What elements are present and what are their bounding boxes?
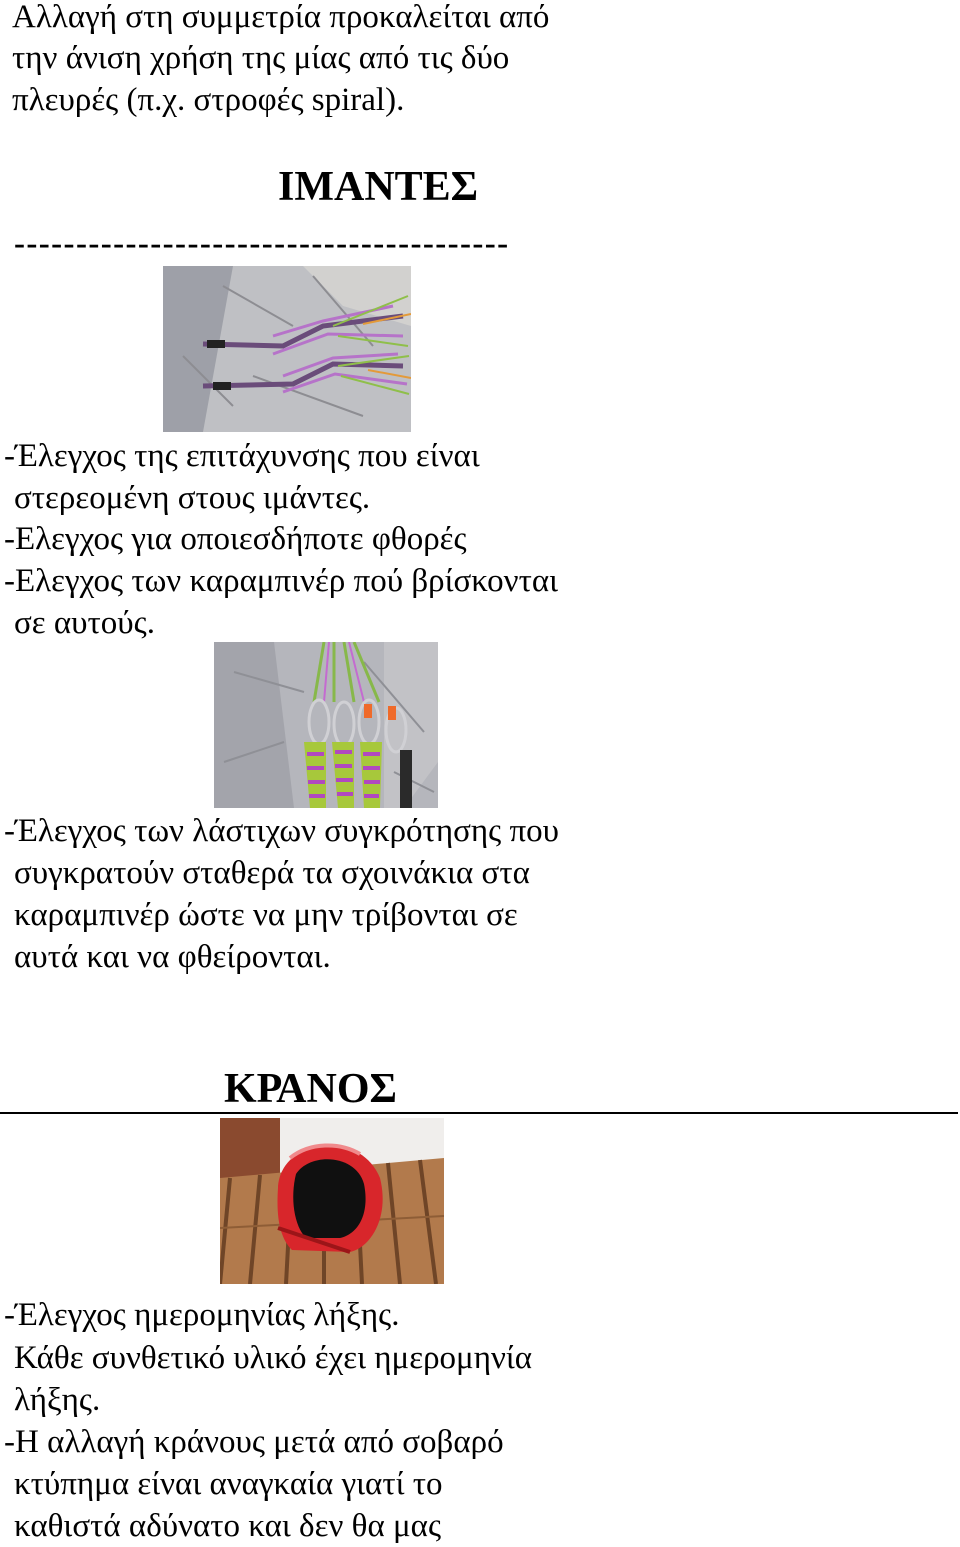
intro-line-1: Αλλαγή στη συμμετρία προκαλείται από (12, 0, 550, 35)
straps-text-3: -Ελεγχος για οποιεσδήποτε φθορές (4, 521, 467, 557)
elastics-text-2: συγκρατούν σταθερά τα σχοινάκια στα (14, 855, 530, 891)
elastics-text-1: -Έλεγχος των λάστιχων συγκρότησης που (4, 813, 559, 849)
section-title-helmet: ΚΡΑΝΟΣ (224, 1066, 397, 1112)
straps-text-1: -Έλεγχος της επιτάχυνσης που είναι (4, 438, 480, 474)
helmet-text-6: καθιστά αδύνατο και δεν θα μας (14, 1508, 442, 1544)
section-divider: ---------------------------------------- (14, 226, 510, 262)
intro-line-2: την άνιση χρήση της μίας από τις δύο (12, 40, 510, 76)
helmet-text-3: λήξης. (14, 1382, 101, 1418)
straps-photo (163, 266, 411, 432)
intro-line-3: πλευρές (π.χ. στροφές spiral). (12, 82, 405, 118)
helmet-photo (220, 1118, 444, 1284)
helmet-text-2: Κάθε συνθετικό υλικό έχει ημερομηνία (14, 1340, 533, 1376)
helmet-text-1: -Έλεγχος ημερομηνίας λήξης. (4, 1297, 400, 1333)
helmet-text-4: -Η αλλαγή κράνους μετά από σοβαρό (4, 1424, 504, 1460)
section-title-straps: ΙΜΑΝΤΕΣ (278, 164, 479, 210)
straps-text-5: σε αυτούς. (14, 605, 155, 641)
elastics-text-3: καραμπινέρ ώστε να μην τρίβονται σε (14, 897, 518, 933)
straps-text-2: στερεομένη στους ιμάντες. (14, 480, 371, 516)
carabiners-photo (214, 642, 438, 808)
straps-text-4: -Ελεγχος των καραμπινέρ πού βρίσκονται (4, 563, 559, 599)
helmet-text-5: κτύπημα είναι αναγκαία γιατί το (14, 1466, 443, 1502)
section-rule (0, 1112, 958, 1114)
elastics-text-4: αυτά και να φθείρονται. (14, 939, 331, 975)
